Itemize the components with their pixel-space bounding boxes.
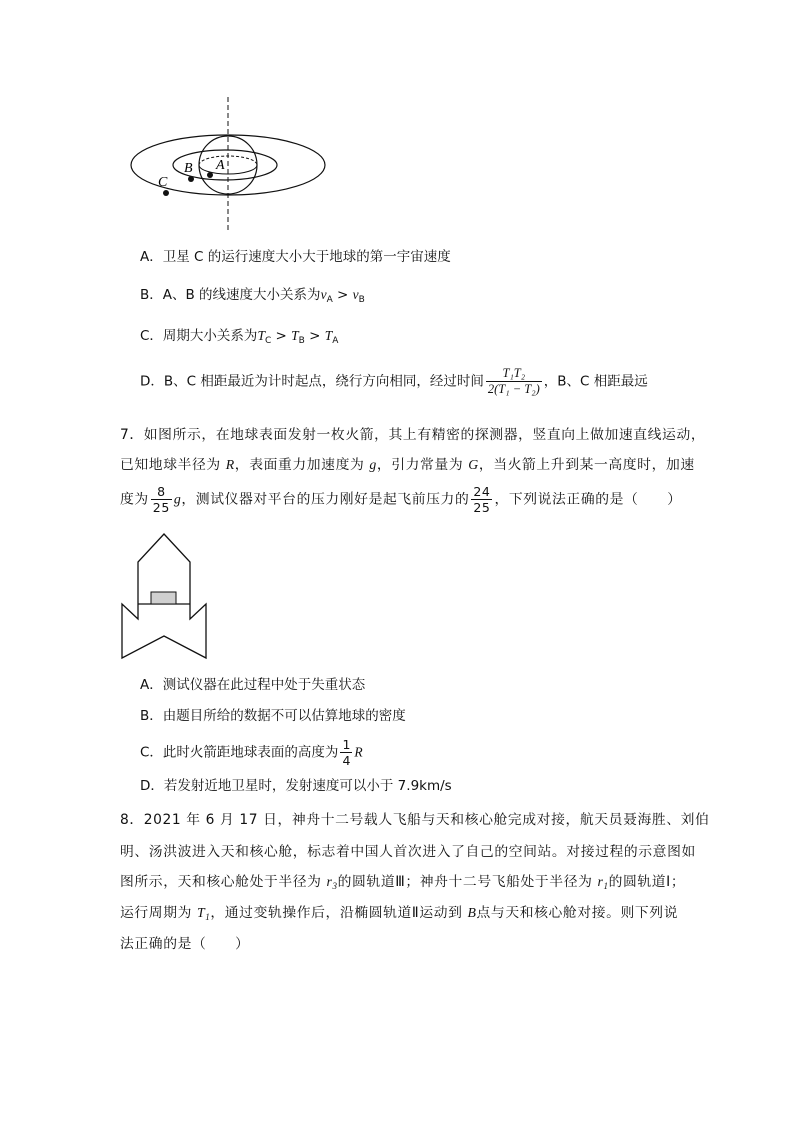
var-g-const: G: [468, 457, 479, 472]
fraction-numerator: T₁T₂: [486, 366, 542, 382]
var-t: T: [291, 328, 299, 343]
var-t: T: [257, 328, 265, 343]
fraction-denominator: 4: [342, 753, 351, 768]
text: ，下列说法正确的是（ ）: [494, 491, 682, 508]
orbit-diagram: [118, 95, 338, 235]
var-r: R: [225, 457, 235, 472]
sub-b: B: [298, 336, 305, 346]
text: 运行周期为: [120, 905, 197, 921]
sub-c: C: [264, 336, 272, 346]
var-g: g: [369, 457, 377, 472]
label-a: A: [216, 158, 225, 173]
rocket-diagram: [118, 532, 210, 662]
q6-option-a: A．卫星 C 的运行速度大小大于地球的第一宇宙速度: [140, 249, 451, 265]
q6-option-d-tail: ，B、C 相距最远: [543, 373, 648, 390]
q8-line-2: 明、汤洪波进入天和核心舱，标志着中国人首次进入了自己的空间站。对接过程的示意图如: [120, 844, 696, 860]
test-instrument: [151, 592, 176, 604]
satellite-c-dot: [163, 190, 169, 196]
text: C．此时火箭距地球表面的高度为: [140, 744, 339, 761]
text: ，引力常量为: [376, 457, 469, 473]
fraction-numerator: 8: [151, 484, 172, 500]
pressure-fraction: [471, 484, 492, 515]
q8-line-1: 8．2021 年 6 月 17 日，神舟十二号载人飞船与天和核心舱完成对接，航天员聂海胜、刘伯: [120, 812, 710, 828]
text: ，表面重力加速度为: [234, 457, 370, 473]
text: 的圆轨道Ⅰ；: [608, 874, 686, 890]
acceleration-fraction: [151, 484, 172, 515]
q6-option-b: [140, 285, 365, 310]
q8-line-4: [120, 903, 678, 927]
fraction-denominator: 25: [152, 500, 170, 515]
q6-option-c-text: C．周期大小关系为: [140, 328, 258, 344]
sub-3: 3: [332, 881, 338, 891]
q7-option-c: [140, 737, 363, 768]
var-v: v: [352, 287, 359, 302]
var-r: R: [354, 744, 363, 760]
text: 的圆轨道Ⅲ；神舟十二号飞船处于半径为: [337, 874, 598, 890]
text: ，当火箭上升到某一高度时，加速: [478, 457, 695, 473]
gt-sign: >: [271, 328, 292, 344]
text: 度为: [120, 491, 149, 508]
satellite-b-dot: [188, 176, 194, 182]
var-v: v: [320, 287, 327, 302]
text: ，测试仪器对平台的压力刚好是起飞前压力的: [181, 491, 470, 508]
time-fraction: [486, 366, 542, 397]
height-fraction: [340, 737, 352, 768]
q7-option-a: A．测试仪器在此过程中处于失重状态: [140, 677, 366, 693]
var-t: T: [324, 328, 333, 343]
gt-sign: >: [332, 287, 353, 303]
label-b: B: [184, 161, 193, 176]
text: ，通过变轨操作后，沿椭圆轨道Ⅱ运动到: [210, 905, 468, 921]
q7-line-2: [120, 455, 695, 475]
fraction-numerator: 24: [473, 484, 491, 499]
q6-option-c: [140, 326, 338, 351]
var-g: g: [173, 491, 182, 507]
q6-option-b-text: B．A、B 的线速度大小关系为: [140, 287, 321, 303]
q7-option-b: B．由题目所给的数据不可以估算地球的密度: [140, 708, 406, 724]
q7-line-3: [120, 484, 682, 515]
q8-line-3: [120, 872, 685, 896]
sub-1: 1: [603, 881, 609, 891]
var-t: T: [196, 905, 206, 920]
var-r: r: [326, 874, 333, 889]
text: 点与天和核心舱对接。则下列说: [476, 905, 679, 921]
fraction-denominator: 2(T₁ − T₂): [487, 382, 540, 396]
var-r: r: [597, 874, 604, 889]
satellite-a-dot: [207, 172, 213, 178]
point-b: B: [467, 905, 477, 920]
sub-b: B: [358, 295, 365, 305]
sub-a: A: [332, 336, 339, 346]
q6-option-d: [140, 366, 648, 397]
fraction-denominator: 25: [473, 500, 491, 515]
sub-a: A: [326, 295, 333, 305]
label-c: C: [158, 175, 168, 190]
q6-option-d-text: D．B、C 相距最近为计时起点，绕行方向相同，经过时间: [140, 373, 484, 390]
text: 已知地球半径为: [120, 457, 226, 473]
q7-option-d: D．若发射近地卫星时，发射速度可以小于 7.9km/s: [140, 778, 452, 794]
sub-1: 1: [205, 912, 211, 922]
q7-line-1: 7．如图所示，在地球表面发射一枚火箭，其上有精密的探测器，竖直向上做加速直线运动，: [120, 427, 706, 443]
text: 图所示，天和核心舱处于半径为: [120, 874, 327, 890]
fraction-numerator: 1: [342, 737, 351, 752]
q8-line-5: 法正确的是（ ）: [120, 936, 250, 952]
gt-sign: >: [304, 328, 325, 344]
